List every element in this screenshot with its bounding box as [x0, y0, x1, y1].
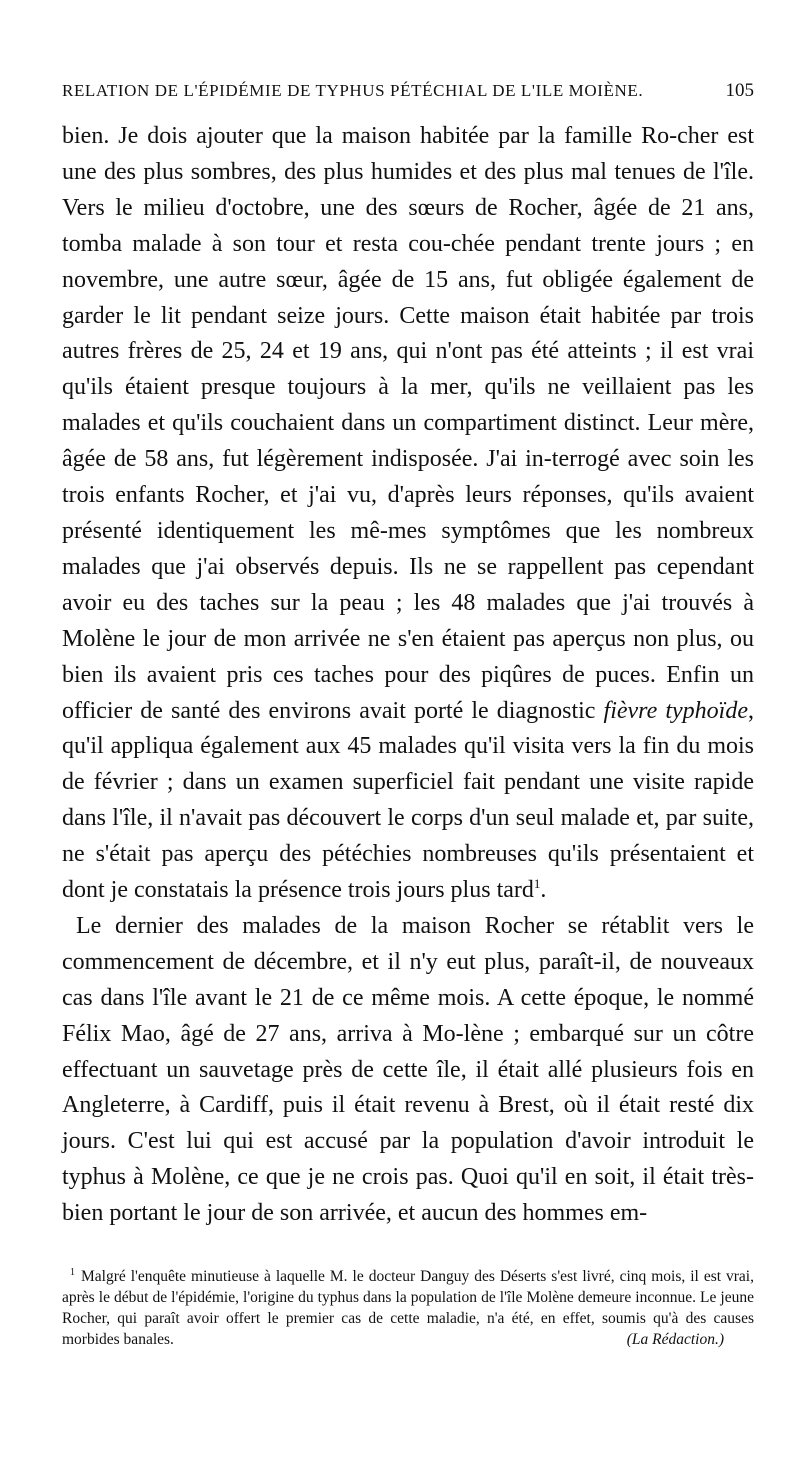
running-header: [62, 80, 754, 102]
body-text: [62, 119, 754, 1232]
page-number: 105: [725, 80, 754, 101]
footnote-signature: (La Rédaction.): [626, 1331, 724, 1348]
running-title: RELATION DE L'ÉPIDÉMIE DE TYPHUS PÉTÉCHIAL DE L'ILE MOIÈNE.: [62, 81, 644, 100]
paragraph-1: [62, 119, 754, 909]
paragraph-1-end: .: [540, 877, 547, 904]
footnote-mark: 1: [70, 1266, 75, 1278]
italic-diagnosis: fièvre typhoïde: [603, 697, 749, 724]
footnote-reference[interactable]: 1: [533, 876, 541, 892]
paragraph-1-text-b: , qu'il appliqua également aux 45 malades qu'il visita vers la fin du mois de février ; dans un examen superficiel fait pendant une visite rapide dans l'île, il n'avait pas découvert le corps d'un seul malade et, par suite, ne s'était pas aperçu des pétéchies nombreuses qu'ils présentaient et dont je constatais la présence trois jours plus tard: [62, 697, 755, 904]
footnote: [62, 1266, 754, 1350]
paragraph-2: Le dernier des malades de la maison Rocher se rétablit vers le commencement de décembre, et il n'y eut plus, paraît-il, de nouveaux cas dans l'île avant le 21 de ce même mois. A cette époque, le nommé Félix Mao, âgé de 27 ans, arriva à Mo-lène ; embarqué sur un côtre effectuant un sauvetage près de cette île, il était allé plusieurs fois en Angleterre, à Cardiff, puis il était revenu à Brest, où il était resté dix jours. C'est lui qui est accusé par la population d'avoir introduit le typhus à Molène, ce que je ne crois pas. Quoi qu'il en soit, il était très-bien portant le jour de son arrivée, et aucun des hommes em-: [62, 912, 754, 1227]
paragraph-1-text-a: bien. Je dois ajouter que la maison habitée par la famille Ro-cher est une des plus sombres, des plus humides et des plus mal tenues de l'île. Vers le milieu d'octobre, une des sœurs de Rocher, âgée de 21 ans, tomba malade à son tour et resta cou-chée pendant trente jours ; en novembre, une autre sœur, âgée de 15 ans, fut obligée également de garder le lit pendant seize jours. Cette maison était habitée par trois autres frères de 25, 24 et 19 ans, qui n'ont pas été atteints ; il est vrai qu'ils étaient presque toujours à la mer, qu'ils ne veillaient pas les malades et qu'ils couchaient dans un compartiment distinct. Leur mère, âgée de 58 ans, fut légèrement indisposée. J'ai in-terrogé avec soin les trois enfants Rocher, et j'ai vu, d'après leurs réponses, qu'ils avaient présenté identiquement les mê-mes symptômes que les nombreux malades que j'ai observés depuis. Ils ne se rappellent pas cependant avoir eu des taches sur la peau ; les 48 malades que j'ai trouvés à Molène le jour de mon arrivée ne s'en étaient pas aperçus non plus, ou bien ils avaient pris ces taches pour des piqûres de puces. Enfin un officier de santé des environs avait porté le diagnostic: [62, 123, 754, 724]
footnote-text: Malgré l'enquête minutieuse à laquelle M. le docteur Danguy des Déserts s'est livré, cinq mois, il est vrai, après le début de l'épidémie, l'origine du typhus dans la population de l'île Molène demeure inconnue. Le jeune Rocher, qui paraît avoir offert le premier cas de cette maladie, n'a été, en effet, soumis qu'à des causes morbides banales.: [62, 1268, 754, 1348]
